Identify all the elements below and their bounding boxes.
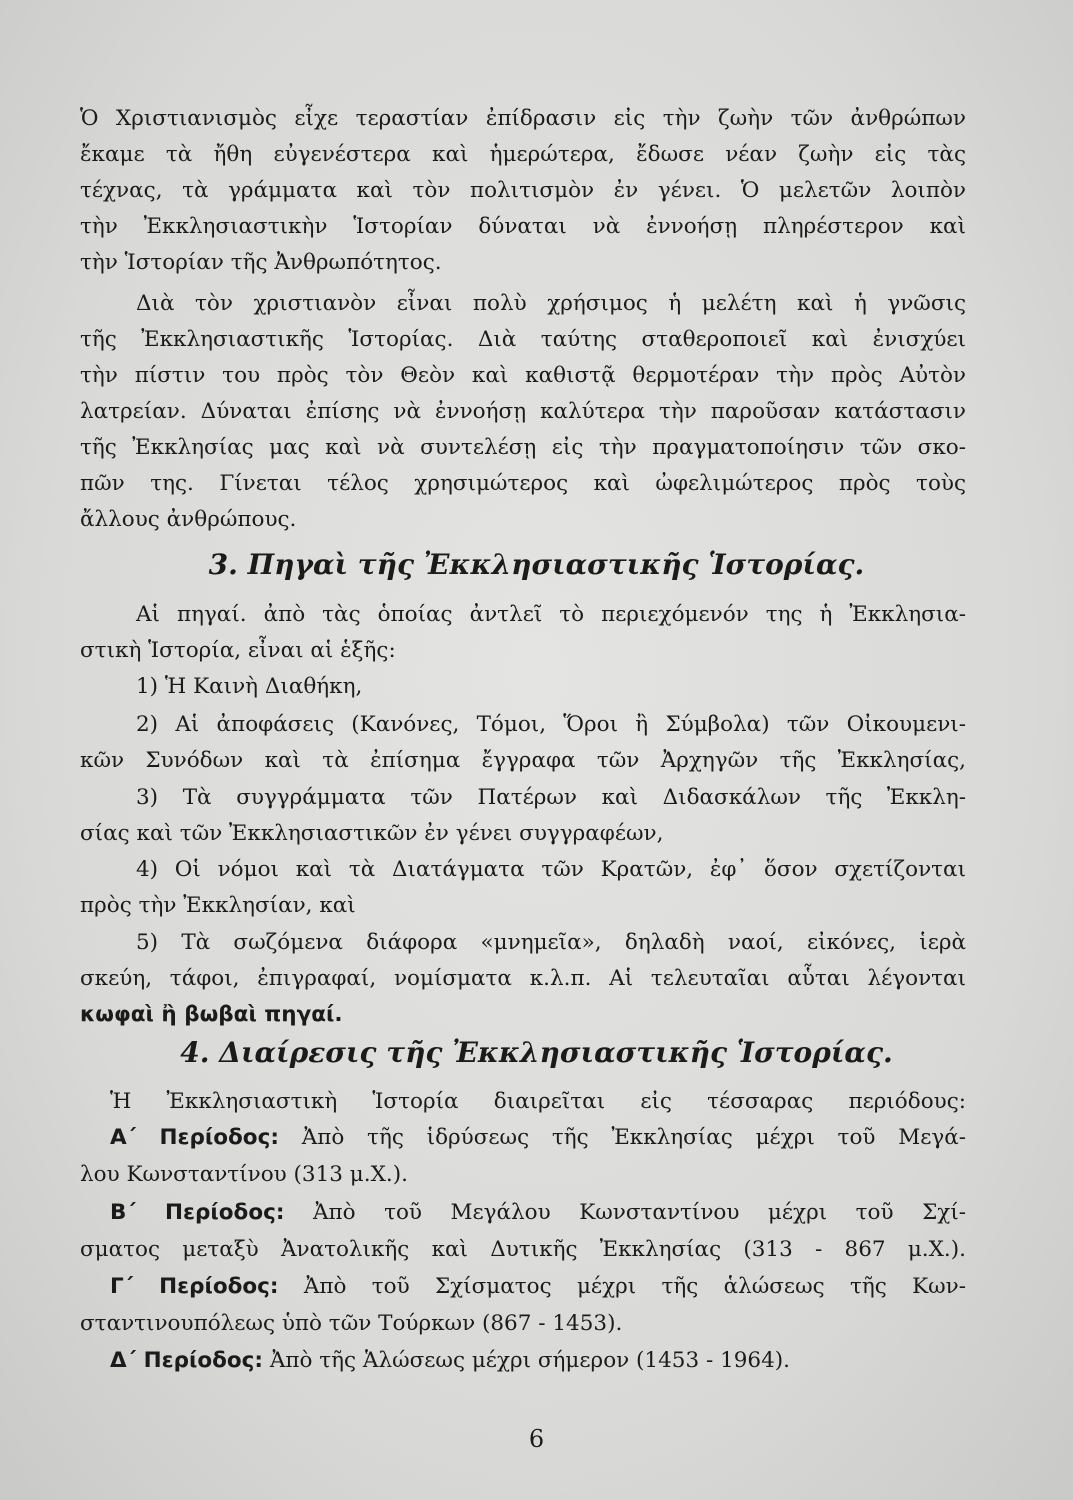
section-4-heading: 4. Διαίρεσις τῆς Ἐκκλησιαστικῆς Ἱστορίας. bbox=[180, 1036, 893, 1069]
period-label: Δ΄ Περίοδος: bbox=[110, 1348, 263, 1373]
period-text: Ἀπὸ τῆς Ἁλώσεως μέχρι σήμερον (1453 - 1964). bbox=[269, 1348, 791, 1373]
list-item: 1) Ἡ Καινὴ Διαθήκη, bbox=[136, 674, 363, 699]
text-line: τῆς Ἐκκλησιαστικῆς Ἱστορίας. Διὰ ταύτης σταθεροποιεῖ καὶ ἐνισχύει bbox=[80, 327, 966, 352]
period-line bbox=[80, 1198, 966, 1228]
text-line: πρὸς τὴν Ἐκκλησίαν, καὶ bbox=[80, 893, 356, 918]
text-line: στικὴ Ἱστορία, εἶναι αἱ ἑξῆς: bbox=[80, 638, 396, 663]
text-line: τὴν πίστιν του πρὸς τὸν Θεὸν καὶ καθιστᾷ θερμοτέραν τὴν πρὸς Αὐτὸν bbox=[80, 363, 966, 388]
text-line: σκεύη, τάφοι, ἐπιγραφαί, νομίσματα κ.λ.π. Αἱ τελευταῖαι αὗται λέγονται bbox=[80, 966, 966, 991]
period-text: Ἀπὸ τοῦ Σχίσματος μέχρι τῆς ἁλώσεως τῆς Κων- bbox=[303, 1274, 966, 1299]
period-label: Β΄ Περίοδος: bbox=[110, 1200, 285, 1225]
text-line: Αἱ πηγαί. ἀπὸ τὰς ὁποίας ἀντλεῖ τὸ περιεχόμενόν της ἡ Ἐκκλησια- bbox=[136, 602, 966, 627]
list-item: 2) Αἱ ἀποφάσεις (Κανόνες, Τόμοι, Ὅροι ἢ Σύμβολα) τῶν Οἰκουμενι- bbox=[136, 712, 966, 737]
text-line: ἄλλους ἀνθρώπους. bbox=[80, 507, 297, 532]
text-line: τῆς Ἐκκλησίας μας καὶ νὰ συντελέσῃ εἰς τὴν πραγματοποίησιν τῶν σκο- bbox=[80, 435, 966, 460]
text-line: λατρείαν. Δύναται ἐπίσης νὰ ἐννοήσῃ καλύτερα τὴν παροῦσαν κατάστασιν bbox=[80, 399, 966, 424]
period-text: Ἀπὸ τῆς ἱδρύσεως τῆς Ἐκκλησίας μέχρι τοῦ Μεγά- bbox=[301, 1125, 967, 1150]
page-number: 6 bbox=[528, 1425, 545, 1453]
section-3-heading: 3. Πηγαὶ τῆς Ἐκκλησιαστικῆς Ἱστορίας. bbox=[208, 548, 865, 581]
period-text: Ἀπὸ τοῦ Μεγάλου Κωνσταντίνου μέχρι τοῦ Σχί- bbox=[312, 1200, 967, 1225]
period-line bbox=[80, 1123, 966, 1153]
text-line: Ἡ Ἐκκλησιαστικὴ Ἱστορία διαιρεῖται εἰς τέσσαρας περιόδους: bbox=[110, 1089, 966, 1114]
text-line: Διὰ τὸν χριστιανὸν εἶναι πολὺ χρήσιμος ἡ μελέτη καὶ ἡ γνῶσις bbox=[136, 291, 966, 316]
text-line: τὴν Ἐκκλησιαστικὴν Ἱστορίαν δύναται νὰ ἐννοήσῃ πληρέστερον καὶ bbox=[80, 214, 966, 239]
text-line: τὴν Ἱστορίαν τῆς Ἀνθρωπότητος. bbox=[80, 250, 442, 275]
period-line bbox=[80, 1272, 966, 1302]
period-label: Α΄ Περίοδος: bbox=[110, 1125, 279, 1150]
bold-term-line: κωφαὶ ἢ βωβαὶ πηγαί. bbox=[80, 1002, 343, 1027]
text-line: κῶν Συνόδων καὶ τὰ ἐπίσημα ἔγγραφα τῶν Ἀρχηγῶν τῆς Ἐκκλησίας, bbox=[80, 748, 966, 773]
text-line: τέχνας, τὰ γράμματα καὶ τὸν πολιτισμὸν ἐν γένει. Ὁ μελετῶν λοιπὸν bbox=[80, 178, 966, 203]
list-item: 4) Οἱ νόμοι καὶ τὰ Διατάγματα τῶν Κρατῶν, ἐφ᾿ ὅσον σχετίζονται bbox=[136, 857, 966, 882]
text-line: σίας καὶ τῶν Ἐκκλησιαστικῶν ἐν γένει συγγραφέων, bbox=[80, 821, 664, 846]
text-line: σματος μεταξὺ Ἀνατολικῆς καὶ Δυτικῆς Ἐκκλησίας (313 - 867 μ.Χ.). bbox=[80, 1237, 966, 1262]
text-line: λου Κωνσταντίνου (313 μ.Χ.). bbox=[80, 1162, 408, 1187]
text-line: Ὁ Χριστιανισμὸς εἶχε τεραστίαν ἐπίδρασιν εἰς τὴν ζωὴν τῶν ἀνθρώπων bbox=[80, 106, 966, 131]
period-label: Γ΄ Περίοδος: bbox=[110, 1274, 279, 1299]
text-line: πῶν της. Γίνεται τέλος χρησιμώτερος καὶ ὠφελιμώτερος πρὸς τοὺς bbox=[80, 471, 966, 496]
list-item: 3) Τὰ συγγράμματα τῶν Πατέρων καὶ Διδασκάλων τῆς Ἐκκλη- bbox=[136, 785, 966, 810]
text-line: ἔκαμε τὰ ἤθη εὐγενέστερα καὶ ἡμερώτερα, ἔδωσε νέαν ζωὴν εἰς τὰς bbox=[80, 142, 966, 167]
list-item: 5) Τὰ σωζόμενα διάφορα «μνημεῖα», δηλαδὴ ναοί, εἰκόνες, ἱερὰ bbox=[136, 930, 966, 955]
text-line: σταντινουπόλεως ὑπὸ τῶν Τούρκων (867 - 1453). bbox=[80, 1311, 623, 1336]
period-line bbox=[80, 1346, 966, 1376]
